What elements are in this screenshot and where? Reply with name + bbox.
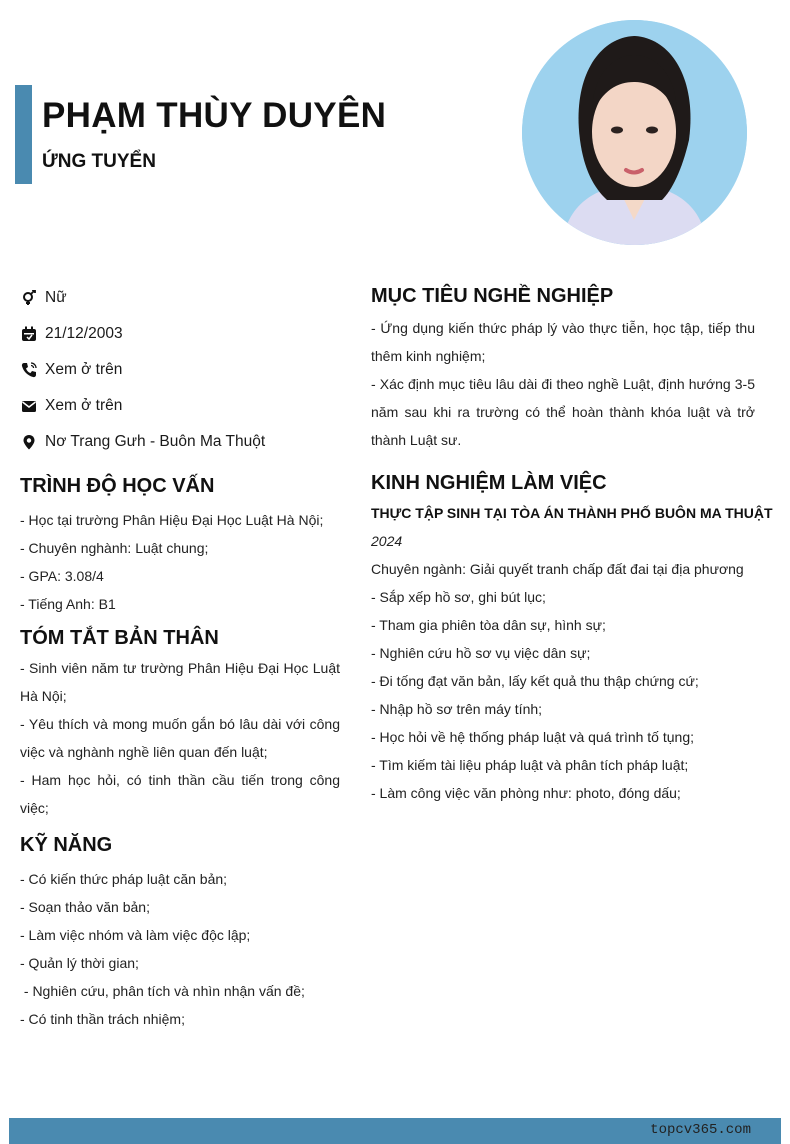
experience-line: - Học hỏi về hệ thống pháp luật và quá trình tố tụng;	[371, 729, 694, 745]
summary-section	[20, 627, 340, 822]
email-icon	[20, 398, 37, 415]
experience-line: Chuyên ngành: Giải quyết tranh chấp đất đai tại địa phương	[371, 561, 744, 577]
profile-photo	[522, 20, 747, 245]
candidate-role: ỨNG TUYỂN	[42, 151, 156, 172]
profile-photo-illustration	[522, 20, 747, 245]
contact-email[interactable]	[20, 388, 340, 424]
contact-list	[20, 280, 340, 460]
skills-line: - Quản lý thời gian;	[20, 955, 139, 971]
footer-bar	[9, 1118, 781, 1144]
experience-section	[371, 472, 773, 807]
skills-line: - Soạn thảo văn bản;	[20, 899, 150, 915]
contact-address-text: Nơ Trang Gưh - Buôn Ma Thuột	[45, 433, 266, 450]
experience-line: - Tìm kiếm tài liệu pháp luật và phân tích pháp luật;	[371, 757, 689, 773]
left-column	[20, 280, 340, 1033]
skills-title: KỸ NĂNG	[20, 834, 113, 856]
education-title: TRÌNH ĐỘ HỌC VẤN	[20, 475, 215, 497]
objective-line: - Xác định mục tiêu lâu dài đi theo nghề Luật, định hướng 3-5 năm sau khi ra trường có thể hoàn thành khóa luật và trở thành Luật sư.	[371, 376, 755, 448]
experience-line: - Nhập hồ sơ trên máy tính;	[371, 701, 543, 717]
experience-line: - Sắp xếp hồ sơ, ghi bút lục;	[371, 589, 546, 605]
summary-line: - Sinh viên năm tư trường Phân Hiệu Đại Học Luật Hà Nội;	[20, 660, 340, 704]
skills-line: - Có kiến thức pháp luật căn bản;	[20, 871, 228, 887]
experience-line: - Tham gia phiên tòa dân sự, hình sự;	[371, 617, 606, 633]
candidate-name: PHẠM THÙY DUYÊN	[42, 96, 387, 135]
education-line: - Học tại trường Phân Hiệu Đại Học Luật Hà Nội;	[20, 512, 324, 528]
skills-line: - Làm việc nhóm và làm việc độc lập;	[20, 927, 251, 943]
objective-title: MỤC TIÊU NGHỀ NGHIỆP	[371, 285, 614, 307]
skills-line: - Có tinh thần trách nhiệm;	[20, 1011, 185, 1027]
summary-line: - Ham học hỏi, có tinh thần cầu tiến trong công việc;	[20, 772, 340, 816]
contact-gender-text: Nữ	[45, 289, 67, 306]
contact-phone-text: Xem ở trên	[45, 361, 123, 378]
contact-birthdate-text: 21/12/2003	[45, 325, 123, 342]
skills-line: - Nghiên cứu, phân tích và nhìn nhận vấn đề;	[20, 983, 305, 999]
experience-date: 2024	[371, 533, 403, 549]
experience-line: - Nghiên cứu hồ sơ vụ việc dân sự;	[371, 645, 591, 661]
education-section	[20, 475, 340, 618]
contact-address	[20, 424, 340, 460]
phone-icon	[20, 362, 37, 379]
experience-job-title: THỰC TẬP SINH TẠI TÒA ÁN THÀNH PHỐ BUÔN MA THUẬT	[371, 505, 773, 521]
objective-section	[371, 285, 755, 454]
skills-section	[20, 834, 340, 1033]
contact-birthdate	[20, 316, 340, 352]
contact-email-text: Xem ở trên	[45, 397, 123, 414]
watermark-text: topcv365.com	[650, 1122, 751, 1138]
calendar-icon	[20, 326, 37, 343]
contact-phone[interactable]	[20, 352, 340, 388]
education-line: - Tiếng Anh: B1	[20, 596, 116, 612]
header-accent-bar	[15, 85, 32, 184]
contact-gender	[20, 280, 340, 316]
experience-title: KINH NGHIỆM LÀM VIỆC	[371, 472, 607, 494]
location-icon	[20, 434, 37, 451]
gender-icon	[20, 290, 37, 307]
education-line: - Chuyên nghành: Luật chung;	[20, 540, 209, 556]
objective-line: - Ứng dụng kiến thức pháp lý vào thực tiễn, học tập, tiếp thu thêm kinh nghiệm;	[371, 320, 755, 364]
education-line: - GPA: 3.08/4	[20, 568, 104, 584]
experience-line: - Làm công việc văn phòng như: photo, đóng dấu;	[371, 785, 681, 801]
right-column	[371, 285, 773, 807]
experience-line: - Đi tống đạt văn bản, lấy kết quả thu thập chứng cứ;	[371, 673, 699, 689]
summary-title: TÓM TẮT BẢN THÂN	[20, 627, 219, 649]
summary-line: - Yêu thích và mong muốn gắn bó lâu dài với công việc và nghành nghề liên quan đến luật;	[20, 716, 340, 760]
